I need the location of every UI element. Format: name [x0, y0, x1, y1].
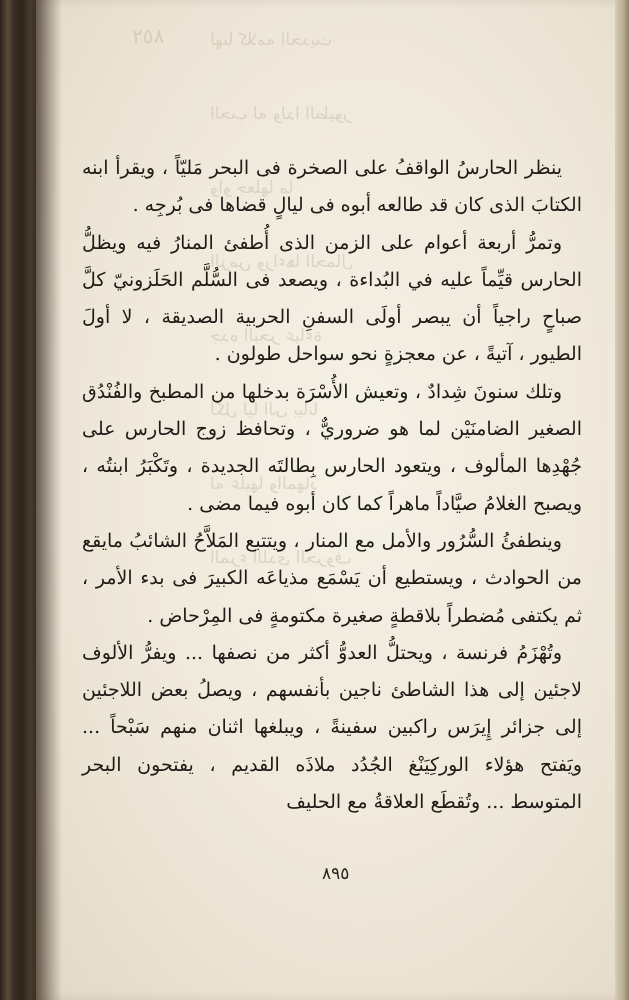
paragraph-1: ينظر الحارسُ الواقفُ على الصخرة فى البحر مَليّاً ، ويقرأ ابنه الكتابَ الذى كان قد طالعه أبوه فى ليالٍ قضاها فى بُرجِه .	[82, 157, 582, 217]
paragraph-5: وتُهْزَمُ فرنسة ، ويحتلُّ العدوُّ أكثر من نصفها ... ويفرُّ الألوف لاجئين إلى هذا الشاطئ ناجين بأنفسهم ، ويصلُ بعض اللاجئين إلى جزائر إِيرَس راكبين سفينةً ، ويبلغها اثنان منهم سَبْحاً ... ويَفتح هؤلاء الوركِيَنْغ الجُدُد ملاذَه القديم ، يفتحون البحر المتوسط ... وتُقطَع العلاقةُ مع الحليف	[82, 641, 582, 814]
paragraph-2: وتمرُّ أربعة أعوام على الزمن الذى أُطفئ المنارُ فيه ويظلُّ الحارس قيِّماً عليه في البُداءة ، ويصعد فى السُّلَّم الحَلَزونيّ كلَّ صباحٍ راجياً أن يبصر أولَى السفنِ الحربية الصديقة ، لا أولَ الطيور ، آتيةً ، عن معجزةٍ نحو سواحل طولون .	[82, 231, 582, 366]
page-edge	[615, 0, 629, 1000]
paragraph-4: وينطفئُ السُّرُور والأمل مع المنار ، ويتتبع المَلاَّحُ الشائبُ مايقع من الحوادث ، ويستطيع أن يَسْمَع مذياعَه الكبيرَ فى بدء الأمر ، ثم يكتفى مُضطراً بلاقطةٍ صغيرة مكتومةٍ فى المِرْحاض .	[82, 529, 582, 627]
faded-header-number: ٢٥٨	[132, 24, 165, 48]
paragraph-3: وتلك سنونَ شِدادٌ ، وتعيش الأُسْرَة بدخلها من المطبخ والفُنْدُق الصغير الضامنَيْن لما هو ضروريٌّ ، وتحافظ زوج الحارس على جُهْدِها المألوف ، ويتعود الحارس بِطالتَه الجديدة ، وتَكْبَرُ ابنتُه ، ويصبح الغلامُ صيَّاداً ماهراً كما كان أبوه فيما مضى .	[82, 380, 582, 515]
page-number: ٨٩٥	[322, 864, 350, 884]
book-spine-shadow	[36, 0, 62, 1000]
body-text	[82, 150, 582, 821]
bleed-through-text: لهنا كلامه الحديث الحب له ولدا الطيور واو جعلها ما الزمن وراءها الحمال جده البحر عباءة لكل ليا الى بيانا له عليها والمهاد المرء اللدى الحروف	[210, 30, 354, 568]
